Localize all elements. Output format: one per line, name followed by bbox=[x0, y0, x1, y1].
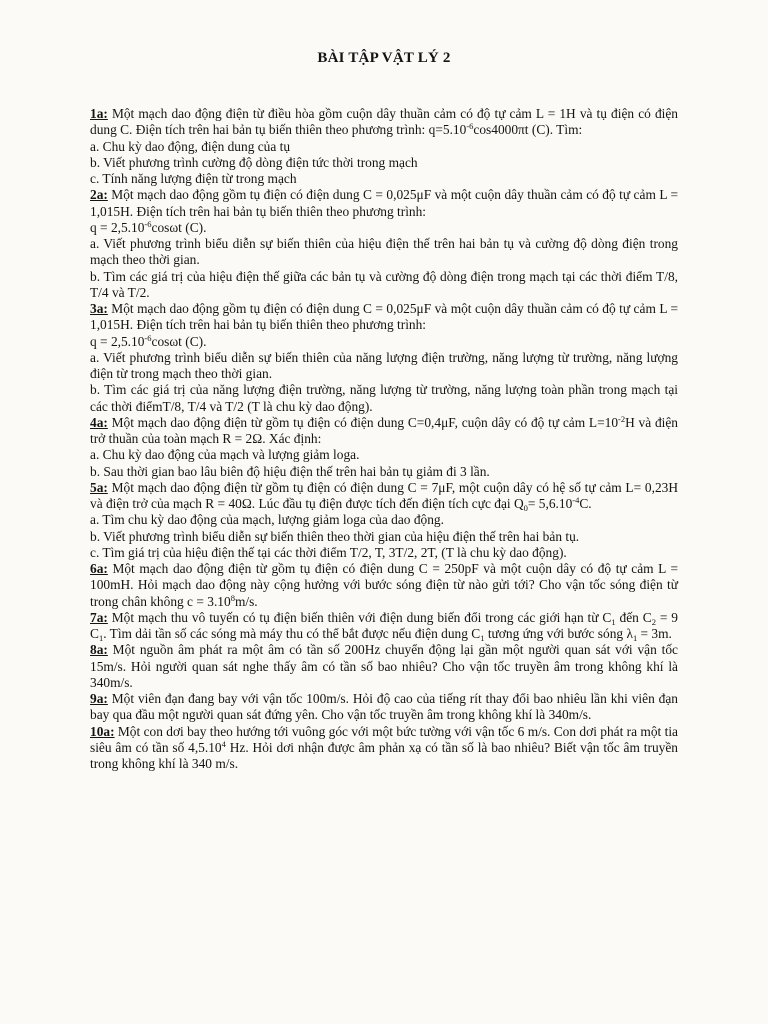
exercise-7a: 7a: Một mạch thu vô tuyến có tụ điện biến thiên với điện dung biến đổi trong các giới hạn từ $C_1$ đến $C_2 = 9$ $C_1$. Tìm dải tần số các sóng mà máy thu có thể bắt được nếu điện dung $C_1$ tương ứng với bước sóng $\lambda_1 = 3m$. bbox=[90, 609, 678, 643]
exercise-part: b. Tìm các giá trị của hiệu điện thế giữa các bản tụ và cường độ dòng điện trong mạch tại các thời điểm T/8, T/4 và T/2. bbox=[90, 268, 678, 300]
exercise-label: 4a: bbox=[90, 414, 108, 430]
charge-equation: $q = 2,5.10^{-6}\cos\omega t$ (C). bbox=[90, 218, 207, 235]
exercise-list bbox=[90, 106, 678, 772]
exercise-8a: 8a: Một nguồn âm phát ra một âm có tần số 200Hz chuyển động lại gần một người quan sát với vận tốc 15m/s. Hỏi người quan sát nghe thấy âm có tần số bao nhiêu? Cho vận tốc truyền âm trong không khí là 340m/s. bbox=[90, 642, 678, 690]
exercise-6a: 6a: Một mạch dao động điện từ gồm tụ điện có điện dung C = 250pF và một cuộn dây có độ tự cảm L = 100mH. Hỏi mạch dao động này cộng hưởng với bước sóng điện từ nào gửi tới? Cho vận tốc sóng điện từ trong chân không $c = 3.10^8m/s$. bbox=[90, 561, 678, 609]
exercise-part: a. Chu kỳ dao động, điện dung của tụ bbox=[90, 138, 291, 154]
exercise-part: b. Viết phương trình biểu diễn sự biến thiên theo thời gian của hiệu điện thế trên hai bản tụ. bbox=[90, 528, 580, 544]
exercise-9a: 9a: Một viên đạn đang bay với vận tốc 100m/s. Hỏi độ cao của tiếng rít thay đổi bao nhiêu lần khi viên đạn bay qua đầu một người quan sát đứng yên. Cho vận tốc truyền âm trong không khí là 340m/s. bbox=[90, 691, 678, 723]
exercise-label: 5a: bbox=[90, 479, 108, 495]
exercise-part: a. Viết phương trình biểu diễn sự biến thiên của hiệu điện thế trên hai bản tụ và cường độ dòng điện trong mạch theo thời gian. bbox=[90, 236, 678, 268]
exercise-2a: 2a: Một mạch dao động gồm tụ điện có điện dung C = 0,025μF và một cuộn dây thuần cảm có độ tự cảm L = 1,015H. Điện tích trên hai bản tụ biến thiên theo phương trình: bbox=[90, 187, 678, 219]
exercise-label: 10a: bbox=[90, 723, 115, 739]
exercise-3a: 3a: Một mạch dao động gồm tụ điện có điện dung C = 0,025μF và một cuộn dây thuần cảm có độ tự cảm L = 1,015H. Điện tích trên hai bản tụ biến thiên theo phương trình: bbox=[90, 301, 678, 333]
exercise-label: 8a: bbox=[90, 642, 108, 658]
exercise-part: b. Tìm các giá trị của năng lượng điện trường, năng lượng từ trường, năng lượng toàn phần trong mạch tại các thời điểmT/8, T/4 và T/2 (T là chu kỳ dao động). bbox=[90, 382, 678, 414]
exercise-part: a. Chu kỳ dao động của mạch và lượng giảm loga. bbox=[90, 447, 360, 463]
exercise-label: 2a: bbox=[90, 187, 108, 203]
exercise-5a: 5a: Một mạch dao động điện từ gồm tụ điện có điện dung C = 7μF, một cuộn dây có hệ số tự cảm L= 0,23H và điện trở của mạch R = 40Ω. Lúc đầu tụ điện được tích đến điện tích cực đại $Q_0= 5,6.10^{-4}C$. bbox=[90, 479, 678, 513]
exercise-4a: 4a: Một mạch dao động điện từ gồm tụ điện có điện dung C=0,4μF, cuộn dây có độ tự cảm $L=10^{-2}H$ và điện trở thuần của toàn mạch R = 2Ω. Xác định: bbox=[90, 413, 678, 446]
exercise-label: 6a: bbox=[90, 561, 108, 576]
page-title: BÀI TẬP VẬT LÝ 2 bbox=[317, 50, 451, 66]
exercise-label: 9a: bbox=[90, 691, 108, 706]
exercise-part: b. Viết phương trình cường độ dòng điện tức thời trong mạch bbox=[90, 154, 418, 170]
exercise-part: c. Tính năng lượng điện từ trong mạch bbox=[90, 171, 297, 186]
exercise-10a: 10a: Một con dơi bay theo hướng tới vuông góc với một bức tường với vận tốc 6 m/s. Con dơi phát ra một tia siêu âm có tần số 4,5.10$^4$ Hz. Hỏi dơi nhận được âm phản xạ có tần số là bao nhiêu? Biết vận tốc âm truyền trong không khí là 340 m/s. bbox=[90, 723, 678, 771]
exercise-part: a. Tìm chu kỳ dao động của mạch, lượng giảm loga của dao động. bbox=[90, 512, 444, 528]
exercise-label: 7a: bbox=[90, 609, 108, 625]
exercise-label: 1a: bbox=[90, 106, 108, 121]
charge-equation: $q = 2,5.10^{-6}\cos\omega t$ (C). bbox=[90, 332, 207, 349]
exercise-part: a. Viết phương trình biểu diễn sự biến thiên của năng lượng điện trường, năng lượng từ trường, năng lượng điện từ trong mạch theo thời gian. bbox=[90, 349, 678, 381]
exercise-label: 3a: bbox=[90, 301, 108, 316]
exercise-part: b. Sau thời gian bao lâu biên độ hiệu điện thế trên hai bản tụ giảm đi 3 lần. bbox=[90, 463, 490, 479]
exercise-part: c. Tìm giá trị của hiệu điện thế tại các thời điểm T/2, T, 3T/2, 2T, (T là chu kỳ dao động). bbox=[90, 544, 567, 560]
exercise-1a: 1a: Một mạch dao động điện từ điều hòa gồm cuộn dây thuần cảm có độ tự cảm L = 1H và tụ điện có điện dung C. Điện tích trên hai bản tụ biến thiên theo phương trình: $q=5.10^{-6}\cos 4000\pi t$ (C). Tìm: bbox=[90, 106, 678, 138]
